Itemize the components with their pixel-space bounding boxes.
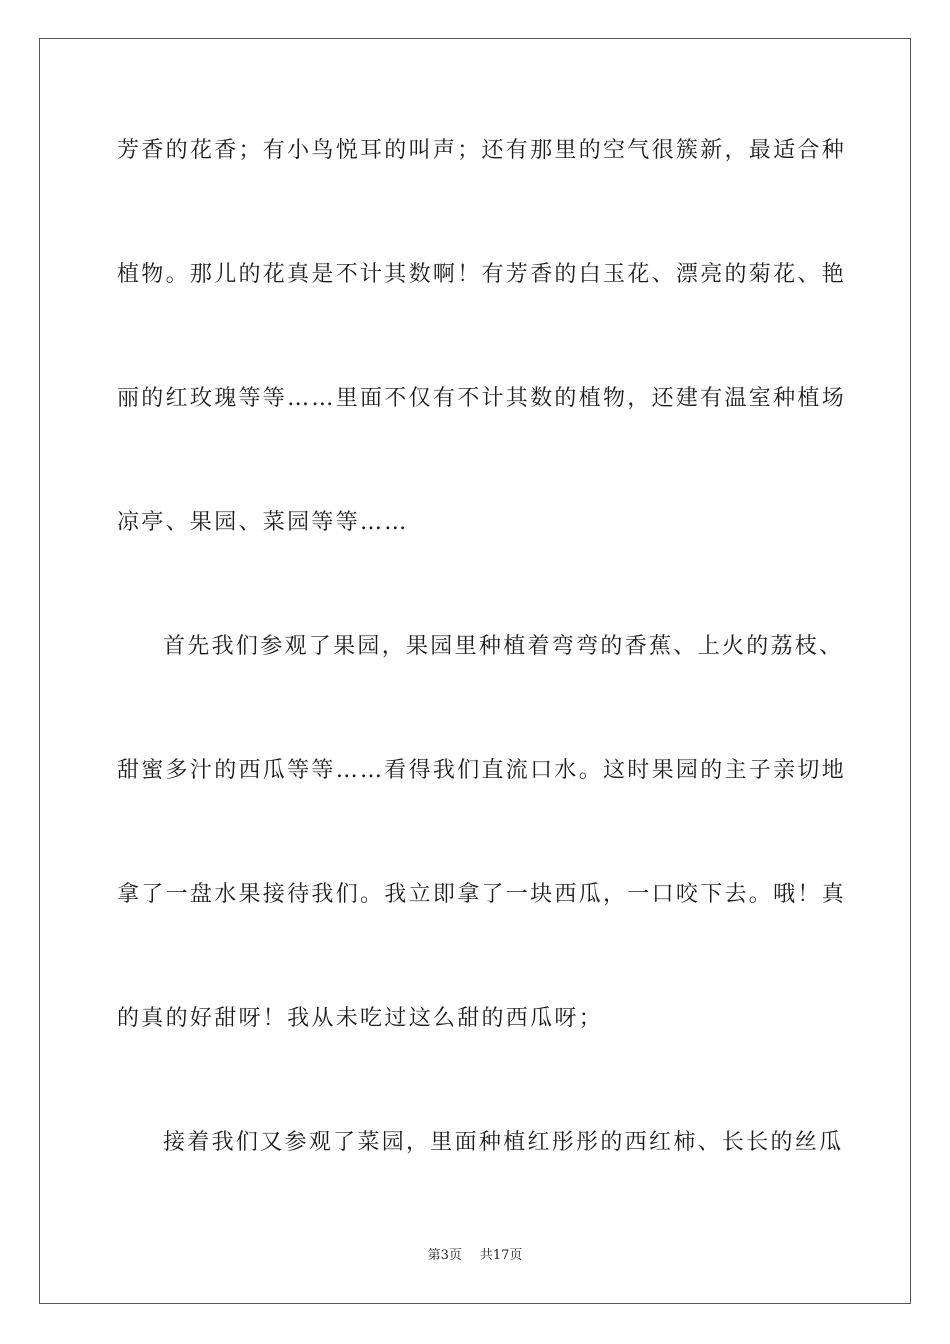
text-line: 拿了一盘水果接待我们。我立即拿了一块西瓜，一口咬下去。哦！真: [117, 882, 847, 907]
page-footer: [0, 1247, 950, 1265]
text-line: 的真的好甜呀！我从未吃过这么甜的西瓜呀；: [117, 1006, 604, 1031]
page-total: 共17页: [479, 1248, 523, 1263]
text-line: 甜蜜多汁的西瓜等等……看得我们直流口水。这时果园的主子亲切地: [117, 758, 847, 783]
page-number: 第3页: [427, 1248, 462, 1263]
text-line: 凉亭、果园、菜园等等……: [117, 510, 409, 535]
paragraph-first-line: 首先我们参观了果园，果园里种植着弯弯的香蕉、上火的荔枝、: [163, 634, 844, 659]
text-line: 植物。那儿的花真是不计其数啊！有芳香的白玉花、漂亮的菊花、艳: [117, 262, 847, 287]
text-line: 芳香的花香；有小鸟悦耳的叫声；还有那里的空气很簇新，最适合种: [117, 138, 847, 163]
paragraph-first-line: 接着我们又参观了菜园，里面种植红彤彤的西红柿、长长的丝瓜: [163, 1130, 844, 1155]
text-line: 丽的红玫瑰等等……里面不仅有不计其数的植物，还建有温室种植场: [117, 386, 847, 411]
page-border: [39, 38, 911, 1304]
